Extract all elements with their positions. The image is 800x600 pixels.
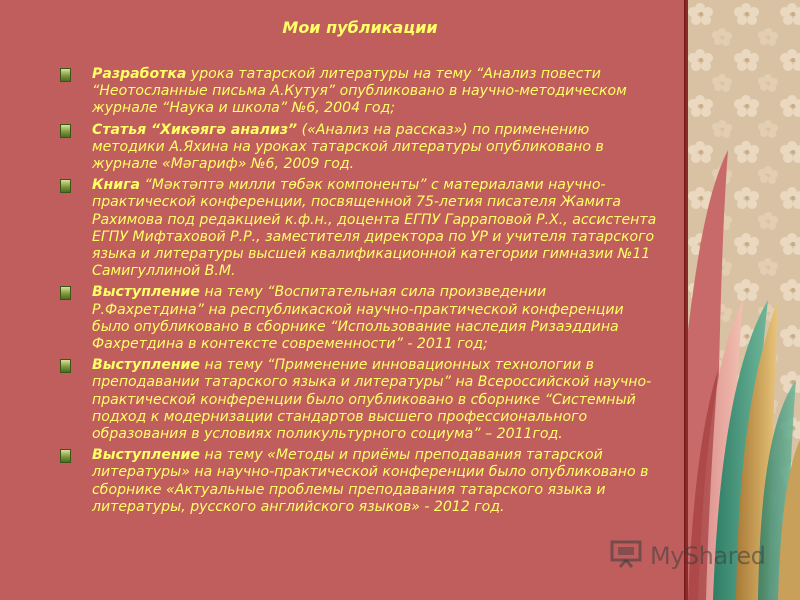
bullet-icon	[60, 124, 71, 138]
bullet-icon	[60, 286, 71, 300]
item-lead: Книга	[92, 177, 141, 194]
item-text: “Мәктәптә милли төбәк компоненты” с материалами научно-практической конференции, посвященной 75-летия писателя Жамита Рахимова под редакцией к.ф.н., доцента ЕГПУ Гарраповой Р.Х., ассистента ЕГПУ Мифтаховой Р.Р., заместителя директора по УР и учителя татарского языка и литературы высшей квалификационной категории гимназии №11 Самигуллиной В.М.	[92, 177, 657, 280]
list-item	[60, 447, 660, 516]
item-lead: Статья “Хикәягә анализ”	[92, 121, 298, 138]
item-text: урока татарской литературы на тему “Анализ повести “Неотосланные письма А.Кутуя” опубликовано в научно-методическом журнале “Наука и школа” №6, 2004 год;	[92, 66, 627, 117]
list-item	[60, 66, 660, 118]
logo-text: MyShared	[650, 542, 766, 570]
presentation-icon	[610, 540, 644, 568]
bullet-icon	[60, 68, 71, 82]
decor-image	[688, 0, 800, 600]
item-lead: Выступление	[92, 357, 200, 374]
decorative-panel	[688, 0, 800, 600]
list-item	[60, 122, 660, 174]
item-text: на тему “Воспитательная сила произведении Р.Фахретдина” на республикаской научно-практической конференции было опубликовано в сборнике “Использование наследия Ризаэддина Фахретдина в контексте современности” - 2011 год;	[92, 284, 624, 353]
item-text: на тему “Применение инновационных технологии в преподавании татарского языка и литературы” на Всероссийской научно-практической конференции было опубликовано в сборнике “Системный подход к модернизации стандартов высшего профессионального образования в условиях поликультурного социума” – 2011год.	[92, 357, 652, 443]
bullet-icon	[60, 449, 71, 463]
bullet-icon	[60, 359, 71, 373]
logo	[604, 538, 764, 572]
item-text: на тему «Методы и приёмы преподавания татарской литературы» на научно-практической конференции было опубликовано в сборнике «Актуальные проблемы преподавания татарского языка и литературы, русского английского языков» - 2012 год.	[92, 447, 649, 515]
list-item	[60, 357, 660, 443]
publication-list	[60, 66, 660, 520]
list-item	[60, 177, 660, 280]
page-title: Мои публикации	[282, 18, 438, 37]
item-lead: Выступление	[92, 284, 200, 301]
item-text: («Анализ на рассказ») по применению методики А.Яхина на уроках татарской литературы опубликовано в журнале «Мәгариф» №6, 2009 год.	[92, 121, 604, 173]
list-item	[60, 284, 660, 353]
item-lead: Выступление	[92, 447, 200, 464]
item-lead: Разработка	[92, 66, 187, 82]
bullet-icon	[60, 179, 71, 193]
